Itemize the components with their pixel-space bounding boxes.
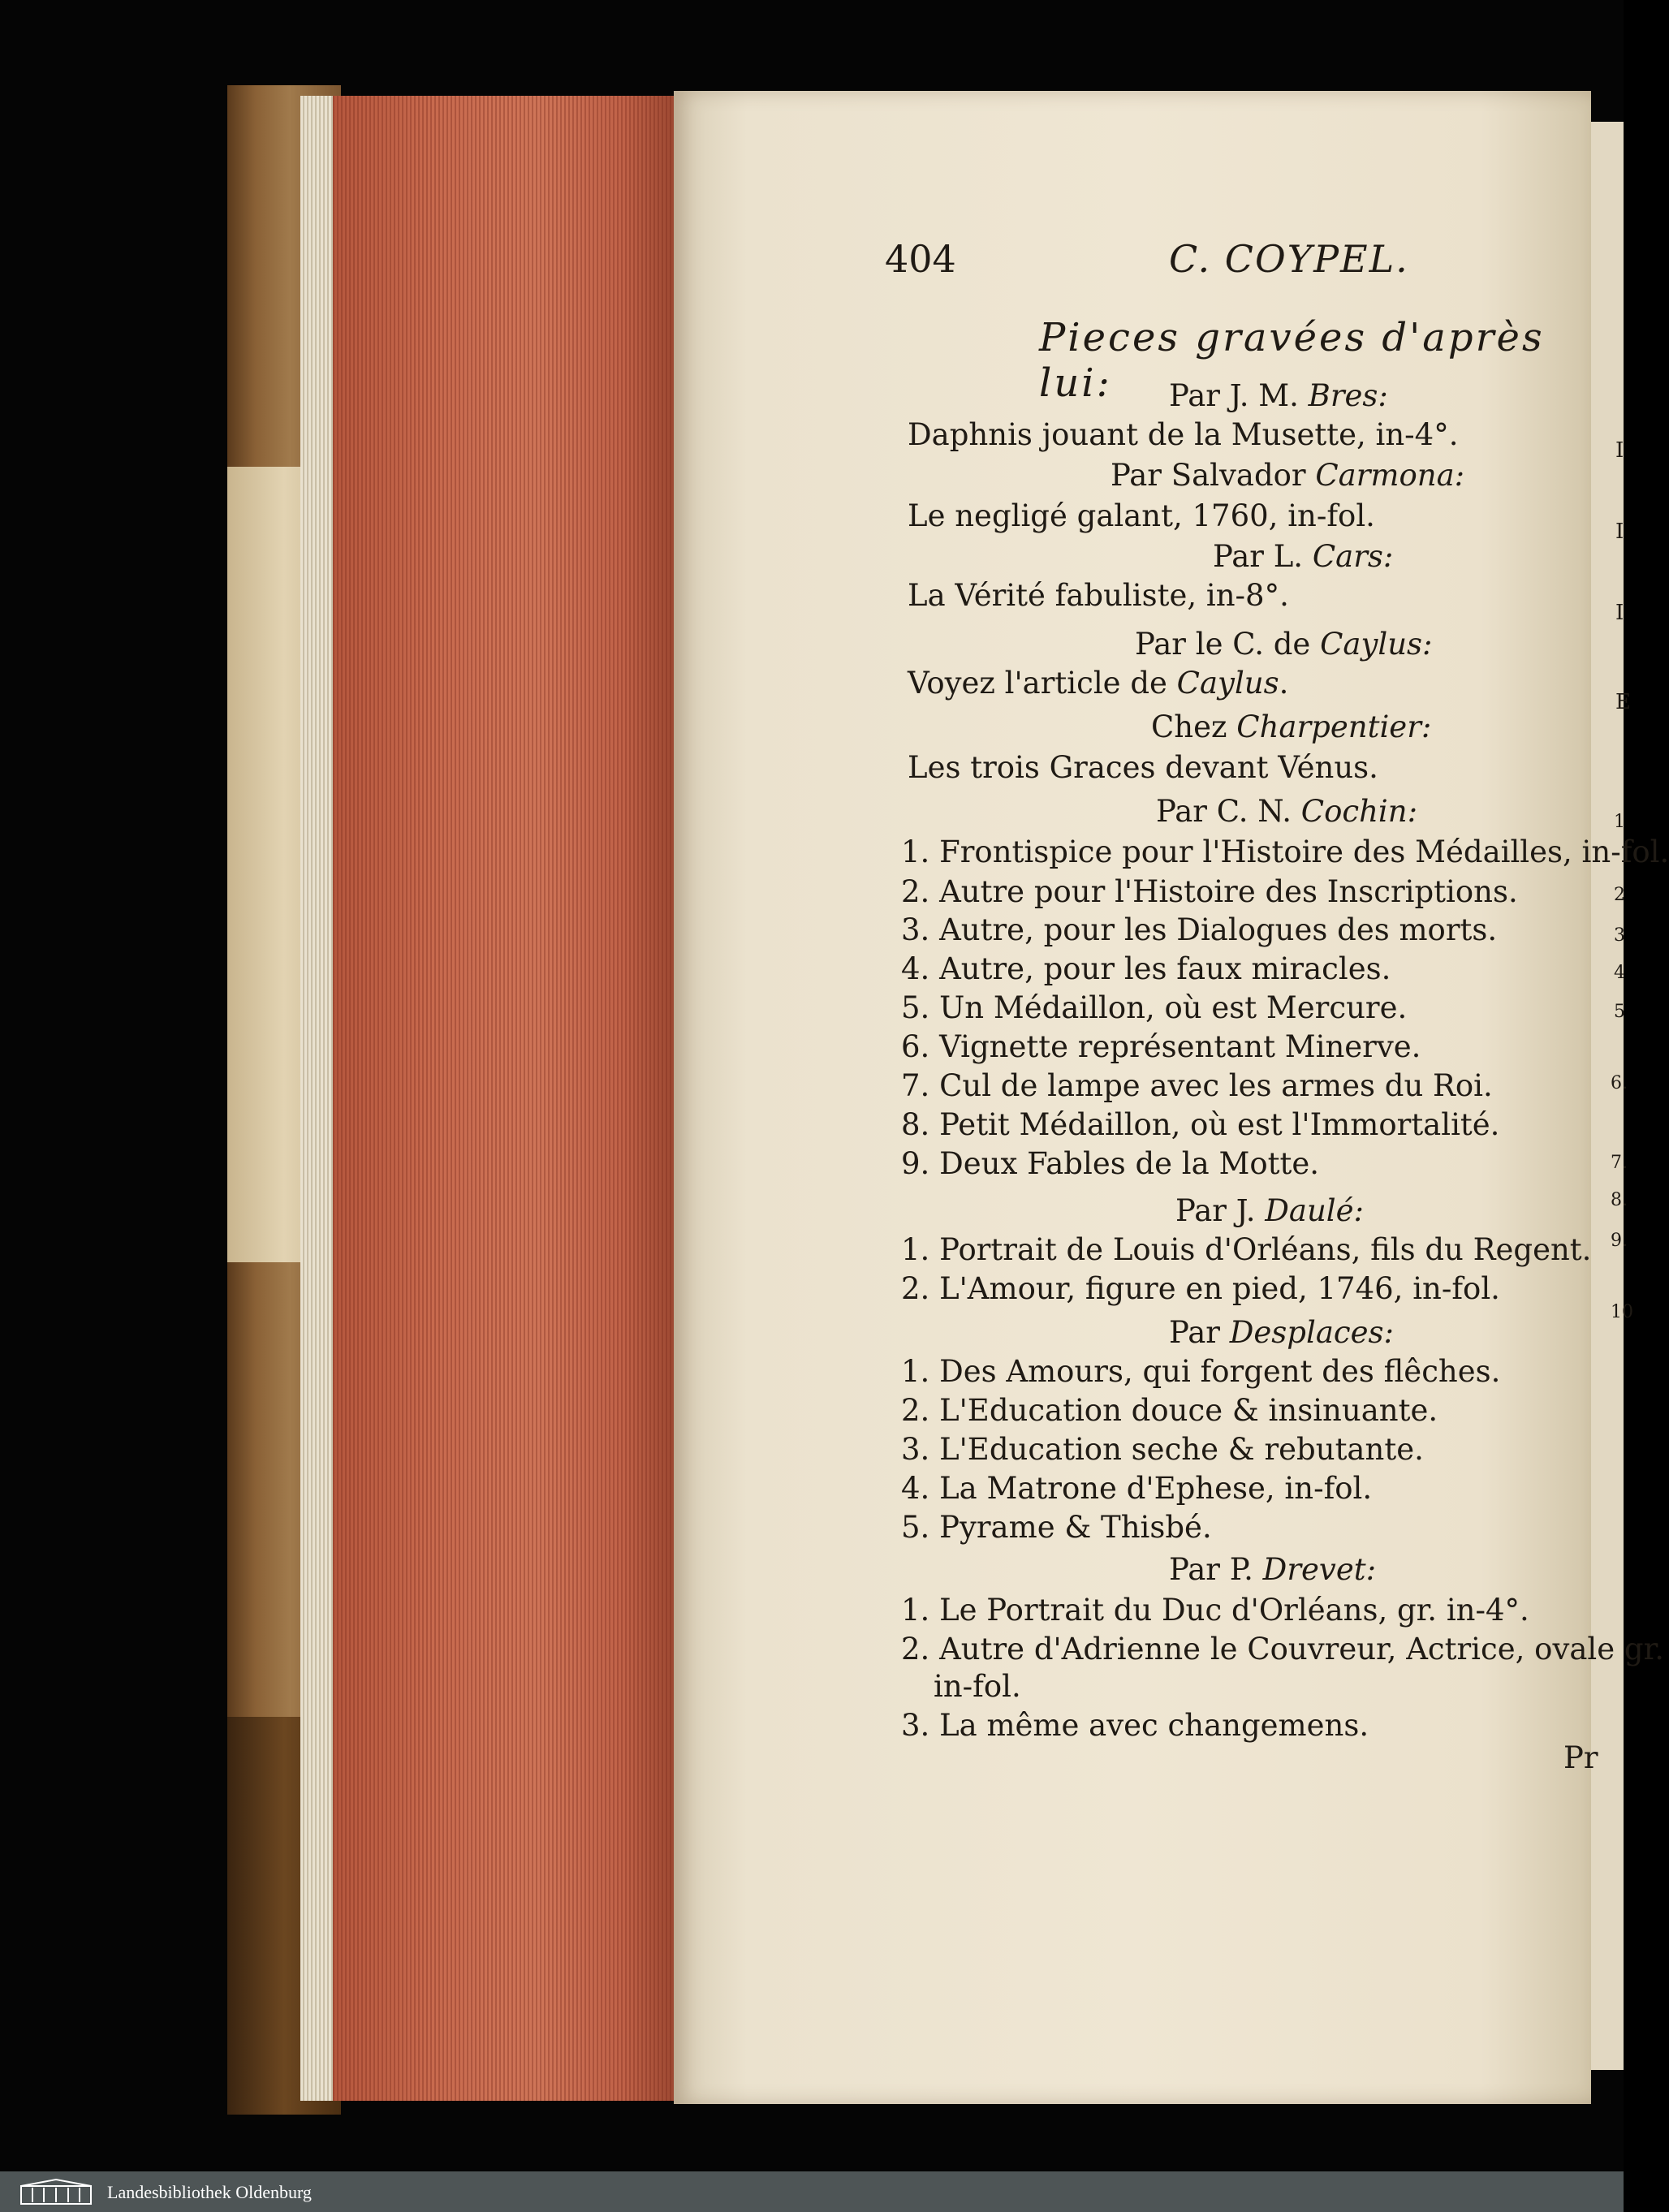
adjacent-page-glyph: I — [1615, 601, 1624, 625]
adjacent-page-glyph: 5 — [1614, 1002, 1625, 1022]
adjacent-page-glyph: 9. — [1611, 1231, 1628, 1251]
adjacent-page-glyph: E — [1615, 690, 1631, 714]
engraver-heading: Par J. M. Bres: — [1169, 378, 1388, 413]
engraver-heading: Par P. Drevet: — [1169, 1552, 1377, 1587]
library-footer — [0, 2171, 1624, 2212]
catchword: Pr — [1563, 1740, 1598, 1775]
entry-line: 3. Autre, pour les Dialogues des morts. — [901, 912, 1498, 947]
entry-line: La Vérité fabuliste, in-8°. — [908, 578, 1289, 613]
engraver-heading: Par Desplaces: — [1169, 1315, 1394, 1350]
section-heading: Pieces gravées d'après lui: — [1039, 315, 1545, 406]
adjacent-page-glyph: 8. — [1611, 1190, 1628, 1210]
adjacent-page-glyph: 3 — [1614, 925, 1625, 946]
engraver-heading: Par L. Cars: — [1213, 539, 1394, 574]
adjacent-page-glyph: 2 — [1614, 885, 1625, 905]
entry-line: 2. L'Education douce & insinuante. — [901, 1393, 1438, 1428]
library-building-icon — [19, 2178, 93, 2206]
entry-line: Voyez l'article de Caylus. — [908, 666, 1289, 701]
red-fore-edge — [333, 96, 674, 2101]
entry-line: 1. Portrait de Louis d'Orléans, fils du Regent. — [901, 1232, 1592, 1267]
adjacent-page-glyph: I — [1615, 520, 1624, 544]
entry-line: Les trois Graces devant Vénus. — [908, 750, 1378, 785]
running-title: C. COYPEL. — [1169, 237, 1409, 281]
entry-line: 9. Deux Fables de la Motte. — [901, 1146, 1320, 1181]
entry-line: 6. Vignette représentant Minerve. — [901, 1029, 1421, 1064]
entry-line: 5. Un Médaillon, où est Mercure. — [901, 990, 1408, 1025]
adjacent-page-sliver — [1591, 122, 1624, 2070]
adjacent-page-glyph: I — [1615, 438, 1624, 463]
engraver-heading: Par C. N. Cochin: — [1156, 794, 1418, 829]
engraver-heading: Par Salvador Carmona: — [1111, 458, 1465, 493]
entry-line: 1. Le Portrait du Duc d'Orléans, gr. in-4°. — [901, 1593, 1529, 1628]
entry-line: 8. Petit Médaillon, où est l'Immortalité. — [901, 1107, 1500, 1142]
entry-line: Le negligé galant, 1760, in-fol. — [908, 498, 1375, 533]
adjacent-page-glyph: 4 — [1614, 963, 1625, 983]
engraver-heading: Par le C. de Caylus: — [1135, 627, 1433, 662]
entry-line: in-fol. — [934, 1669, 1021, 1704]
entry-line: 3. La même avec changemens. — [901, 1708, 1369, 1743]
entry-line: 5. Pyrame & Thisbé. — [901, 1510, 1212, 1545]
adjacent-page-glyph: 1 — [1614, 812, 1625, 832]
page-number: 404 — [885, 237, 956, 281]
entry-line: 4. Autre, pour les faux miracles. — [901, 951, 1391, 986]
entry-line: 2. Autre pour l'Histoire des Inscriptions. — [901, 874, 1518, 909]
entry-line: 4. La Matrone d'Ephese, in-fol. — [901, 1471, 1373, 1506]
entry-line: Daphnis jouant de la Musette, in-4°. — [908, 417, 1459, 452]
entry-line: 2. Autre d'Adrienne le Couvreur, Actrice, ovale gr. — [901, 1632, 1664, 1667]
engraver-heading: Par J. Daulé: — [1175, 1193, 1364, 1228]
entry-line: 7. Cul de lampe avec les armes du Roi. — [901, 1068, 1493, 1103]
adjacent-page-glyph: 10 — [1611, 1302, 1633, 1322]
institution-name: Landesbibliothek Oldenburg — [107, 2182, 312, 2202]
adjacent-page-glyph: 6. — [1611, 1073, 1628, 1093]
engraver-heading: Chez Charpentier: — [1151, 709, 1432, 744]
entry-line: 3. L'Education seche & rebutante. — [901, 1432, 1424, 1467]
adjacent-page-glyph: 7. — [1611, 1153, 1628, 1173]
entry-line: 1. Des Amours, qui forgent des flêches. — [901, 1354, 1501, 1389]
entry-line: 2. L'Amour, figure en pied, 1746, in-fol. — [901, 1271, 1500, 1306]
entry-line: 1. Frontispice pour l'Histoire des Médailles, in-fol. — [901, 834, 1669, 869]
